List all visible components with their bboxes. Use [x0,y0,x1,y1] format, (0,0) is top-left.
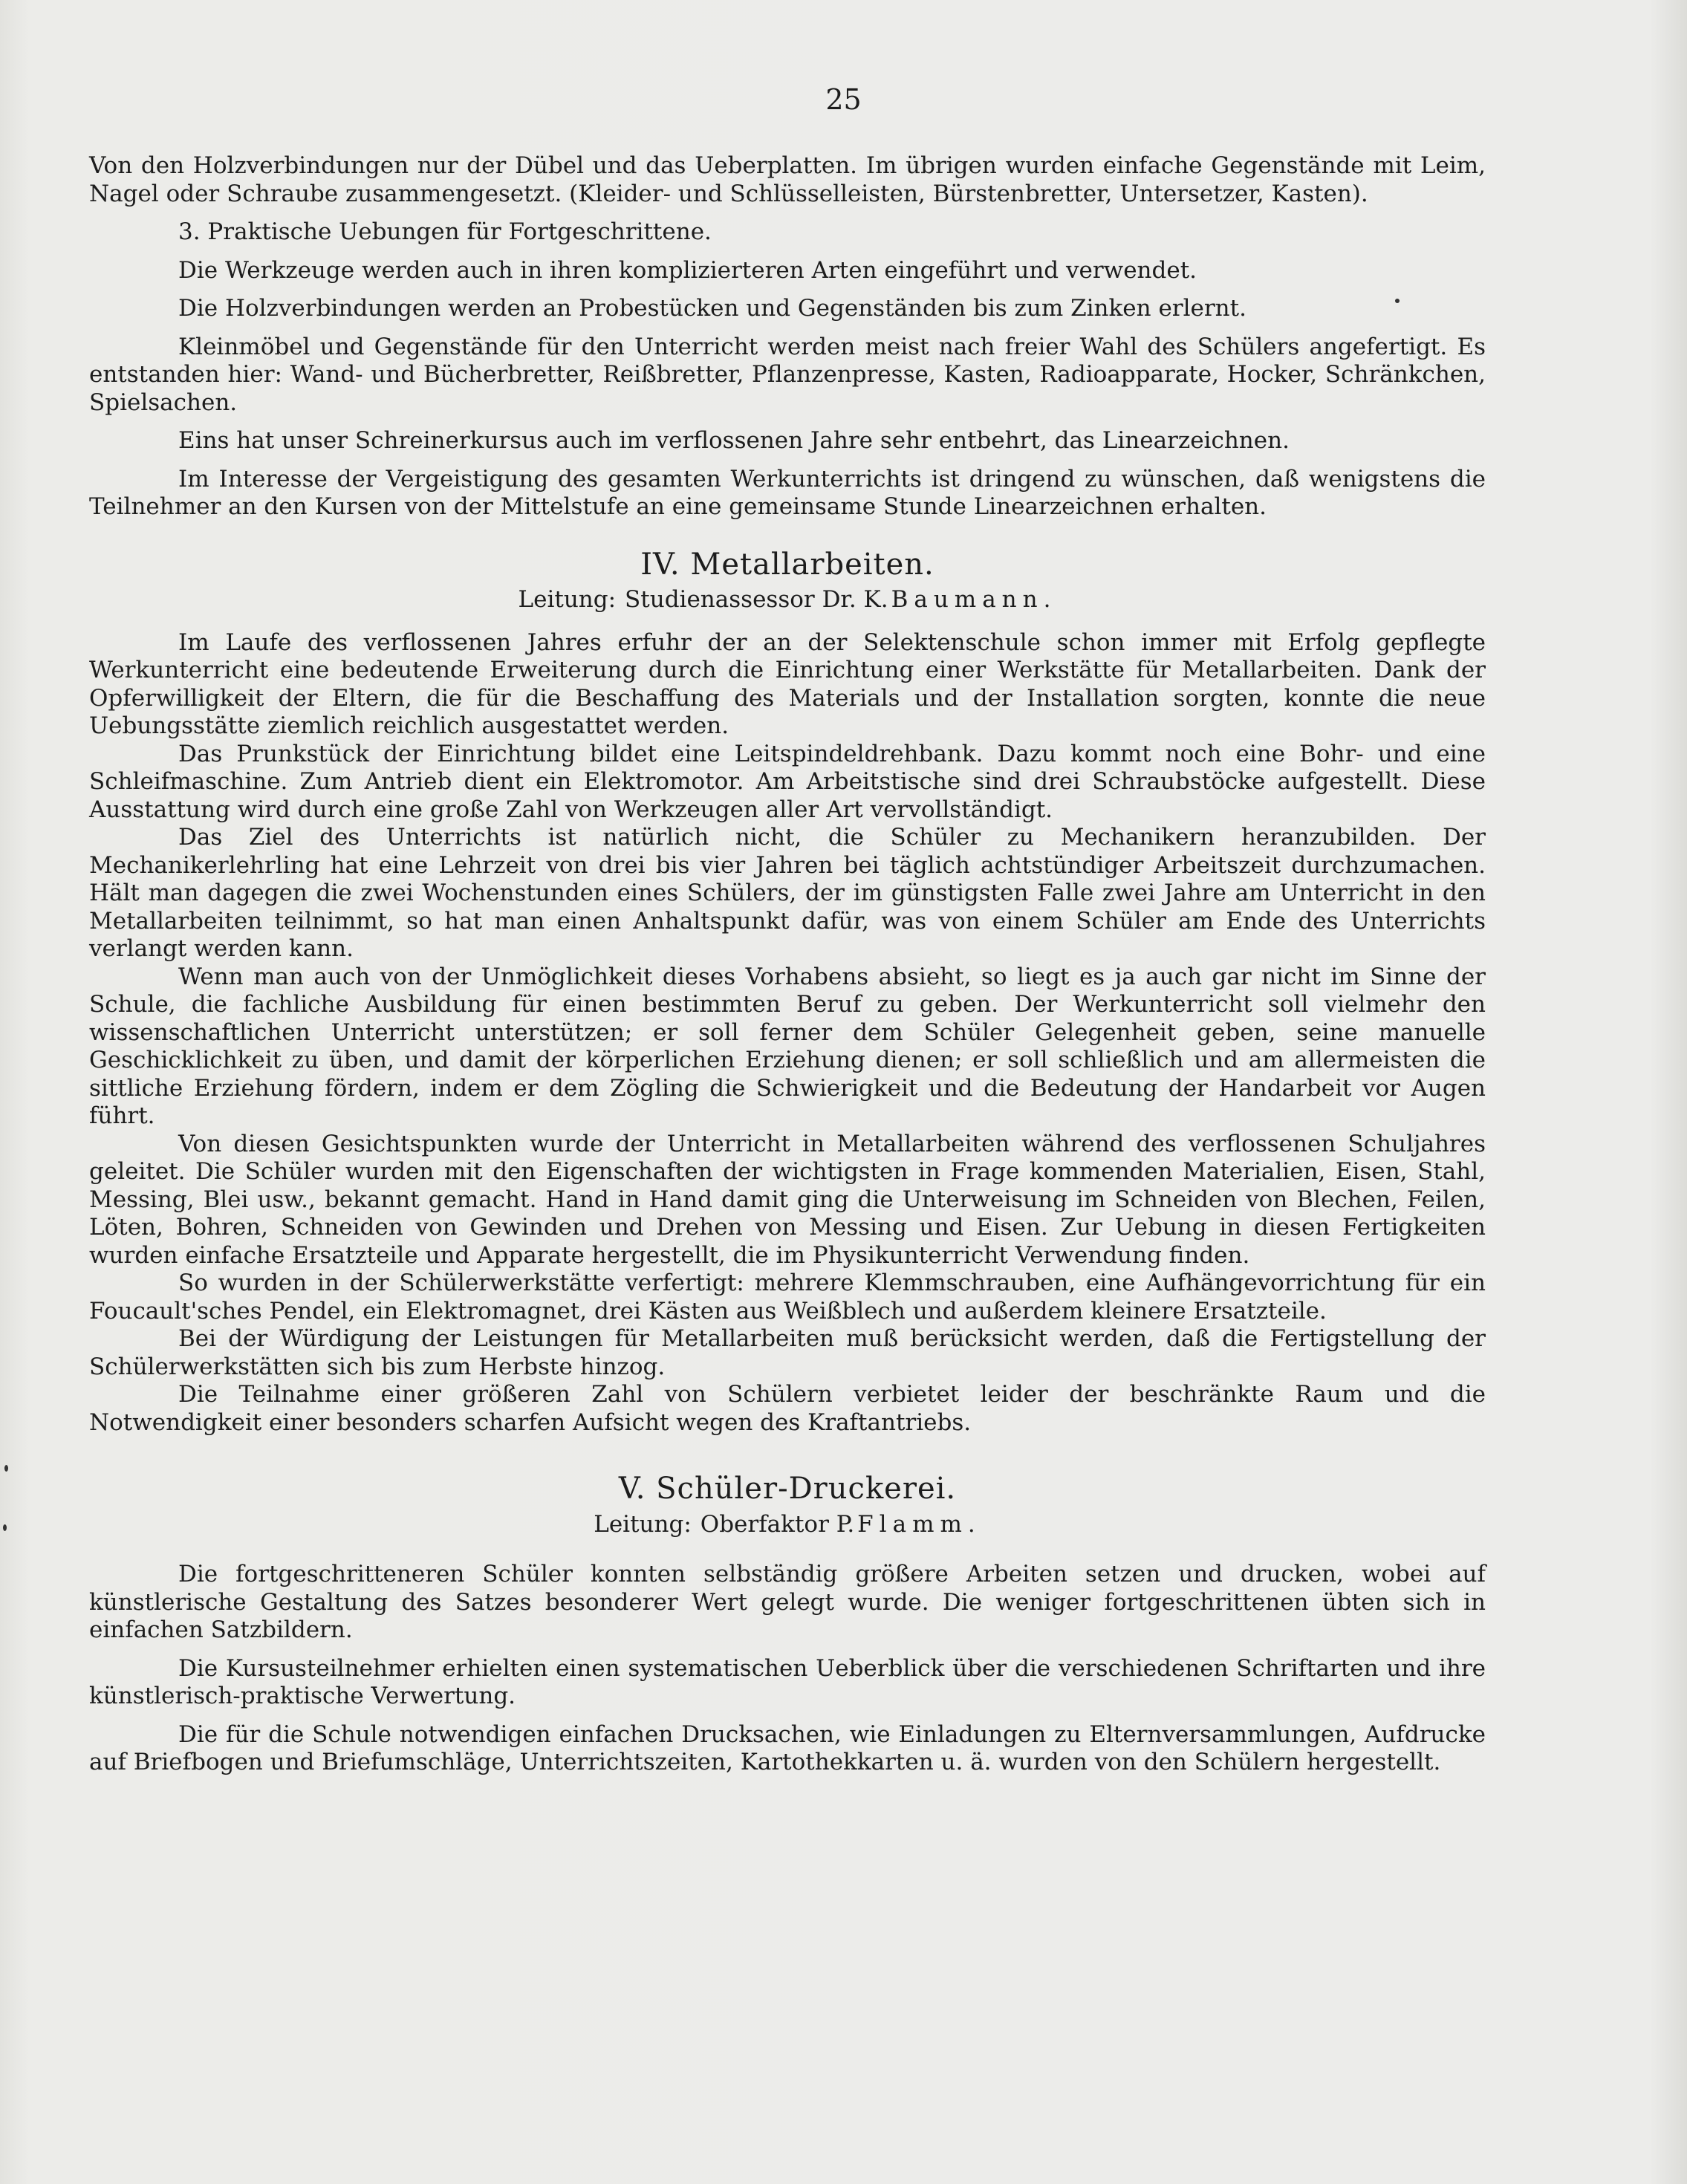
paragraph: Eins hat unser Schreinerkursus auch im verflossenen Jahre sehr entbehrt, das Linearzeichnen. [178,427,1290,454]
lead-label: Leitung: [594,1510,692,1538]
paragraph: Die fortgeschritteneren Schüler konnten selbständig größere Arbeiten setzen und drucken, wobei auf künstlerische Gestaltung des Satzes besonderer Wert gelegt wurde. Die weniger fortgeschrittenen übten sich in einfachen Satzbildern. [89,1561,1486,1643]
paragraph: Von den Holzverbindungen nur der Dübel und das Ueberplatten. Im übrigen wurden einfache Gegenstände mit Leim, Nagel oder Schraube zusammengesetzt. (Kleider- und Schlüsselleisten, Bürstenbretter, Untersetzer, Kasten). [89,152,1486,207]
paragraph: Wenn man auch von der Unmöglichkeit dieses Vorhabens absieht, so liegt es ja auch gar nicht im Sinne der Schule, die fachliche Ausbildung für einen bestimmten Beruf zu geben. Der Werkunterricht soll vielmehr den wissenschaftlichen Unterricht unterstützen; er soll ferner dem Schüler Gelegenheit geben, seine manuelle Geschicklichkeit zu üben, und damit der körperlichen Erziehung dienen; er soll schließlich und am allermeisten die sittliche Erziehung fördern, indem er dem Zögling die Schwierigkeit und die Bedeutung der Handarbeit vor Augen führt. [89,963,1486,1129]
section-title: V. Schüler-Druckerei. [618,1472,957,1506]
paragraph: So wurden in der Schülerwerkstätte verfertigt: mehrere Klemmschrauben, eine Aufhängevorrichtung für ein Foucault'sches Pendel, ein Elektromagnet, drei Kästen aus Weißblech und außerdem kleinere Ersatzteile. [89,1270,1486,1325]
paragraph: Bei der Würdigung der Leistungen für Metallarbeiten muß berücksicht werden, daß die Fertigstellung der Schülerwerkstätten sich bis zum Herbste hinzog. [89,1325,1486,1380]
section-title: IV. Metallarbeiten. [640,547,934,582]
paragraph: Die Werkzeuge werden auch in ihren komplizierteren Arten eingeführt und verwendet. [178,256,1197,284]
paragraph: Die Kursusteilnehmer erhielten einen systematischen Ueberblick über die verschiedenen Schriftarten und ihre künstlerisch-praktische Verwertung. [89,1654,1486,1709]
paragraph: Das Prunkstück der Einrichtung bildet eine Leitspindeldrehbank. Dazu kommt noch eine Bohr- und eine Schleifmaschine. Zum Antrieb dient ein Elektromotor. Am Arbeitstische sind drei Schraubstöcke aufgestellt. Diese Ausstattung wird durch eine große Zahl von Werkzeugen aller Art vervollständigt. [89,740,1486,823]
paragraph: Von diesen Gesichtspunkten wurde der Unterricht in Metallarbeiten während des verflossenen Schuljahres geleitet. Die Schüler wurden mit den Eigenschaften der wichtigsten in Frage kommenden Materialien, Eisen, Stahl, Messing, Blei usw., bekannt gemacht. Hand in Hand damit ging die Unterweisung im Schneiden von Blechen, Feilen, Löten, Bohren, Schneiden von Gewinden und Drehen von Messing und Eisen. Zur Uebung in diesen Fertigkeiten wurden einfache Ersatzteile und Apparate hergestellt, die im Physikunterricht Verwendung finden. [89,1130,1486,1269]
paragraph: Kleinmöbel und Gegenstände für den Unterricht werden meist nach freier Wahl des Schülers angefertigt. Es entstanden hier: Wand- und Bücherbretter, Reißbretter, Pflanzenpresse, Kasten, Radioapparate, Hocker, Schränkchen, Spielsachen. [89,333,1486,416]
section-lead [89,586,1486,614]
paragraph: Die Holzverbindungen werden an Probestücken und Gegenständen bis zum Zinken erlernt. [178,295,1246,322]
section-lead [89,1511,1486,1539]
page-body [89,152,1486,1777]
lead-label: Leitung: [518,586,617,613]
page-number: 25 [825,83,862,116]
lead-name: Flamm. [857,1510,981,1538]
subheading: 3. Praktische Uebungen für Fortgeschrittene. [178,218,712,245]
lead-role: Studienassessor Dr. K. [625,586,888,613]
lead-role: Oberfaktor P. [700,1510,855,1538]
paragraph: Das Ziel des Unterrichts ist natürlich nicht, die Schüler zu Mechanikern heranzubilden. Der Mechanikerlehrling hat eine Lehrzeit von drei bis vier Jahren bei täglich achtstündiger Arbeitszeit durchzumachen. Hält man dagegen die zwei Wochenstunden eines Schülers, der im günstigsten Falle zwei Jahre am Unterricht in den Metallarbeiten teilnimmt, so hat man einen Anhaltspunkt dafür, was von einem Schüler am Ende des Unterrichts verlangt werden kann. [89,824,1486,962]
paragraph: Im Interesse der Vergeistigung des gesamten Werkunterrichts ist dringend zu wünschen, daß wenigstens die Teilnehmer an den Kursen von der Mittelstufe an eine gemeinsame Stunde Linearzeichnen erhalten. [89,465,1486,520]
scan-speck [1395,299,1400,303]
paragraph: Im Laufe des verflossenen Jahres erfuhr der an der Selektenschule schon immer mit Erfolg gepflegte Werkunterricht eine bedeutende Erweiterung durch die Einrichtung einer Werkstätte für Metallarbeiten. Dank der Opferwilligkeit der Eltern, die für die Beschaffung des Materials und der Installation sorgten, konnte die neue Uebungsstätte ziemlich reichlich ausgestattet werden. [89,628,1486,739]
scan-speck [3,1524,7,1531]
paragraph: Die für die Schule notwendigen einfachen Drucksachen, wie Einladungen zu Elternversammlungen, Aufdrucke auf Briefbogen und Briefumschläge, Unterrichtszeiten, Kartothekkarten u. ä. wurden von den Schülern hergestellt. [89,1720,1486,1775]
lead-name: Baumann. [891,586,1057,613]
paragraph: Die Teilnahme einer größeren Zahl von Schülern verbietet leider der beschränkte Raum und die Notwendigkeit einer besonders scharfen Aufsicht wegen des Kraftantriebs. [89,1381,1486,1436]
scan-speck [4,1465,8,1472]
